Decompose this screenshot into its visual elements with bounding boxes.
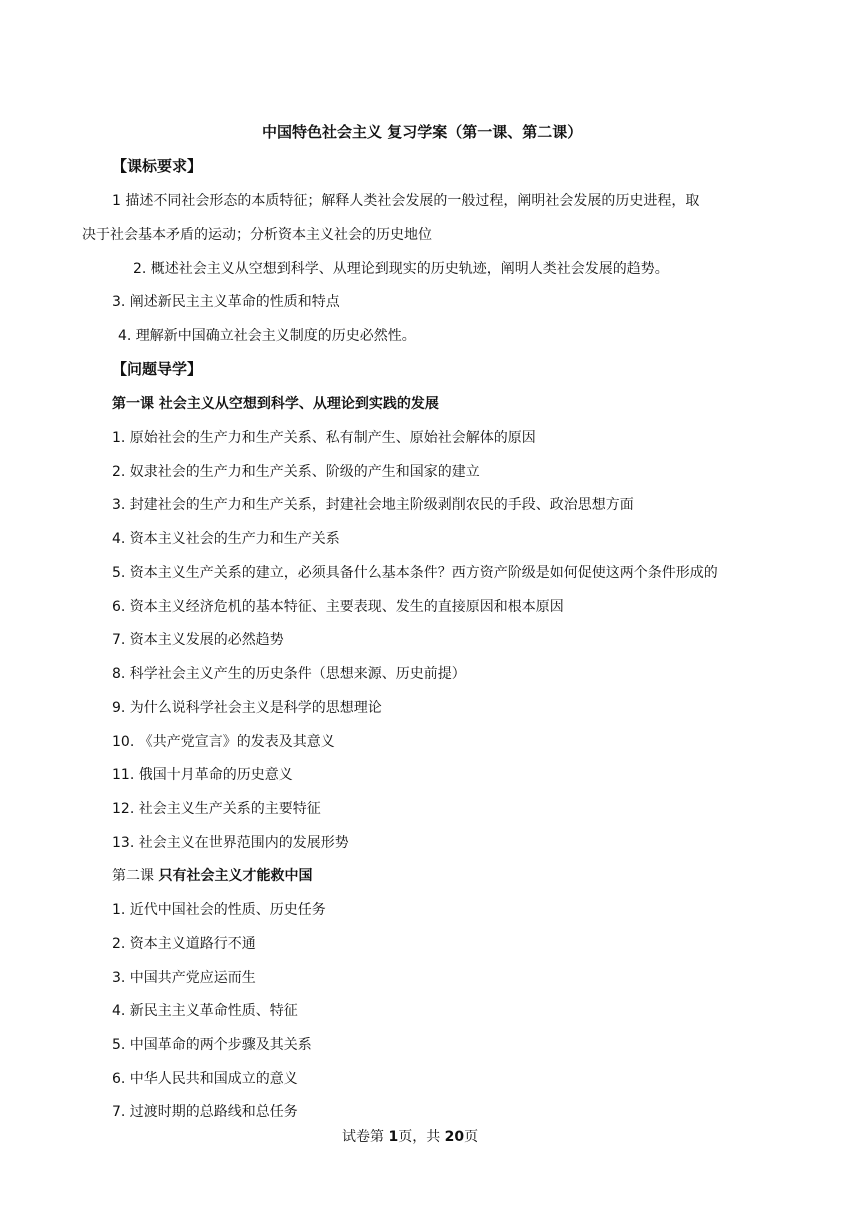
list-item: 5. 中国革命的两个步骤及其关系 — [112, 1037, 312, 1053]
page-footer — [342, 1127, 478, 1147]
page-title: 中国特色社会主义 复习学案（第一课、第二课） — [262, 123, 583, 141]
requirement-1-line-2: 决于社会基本矛盾的运动；分析资本主义社会的历史地位 — [82, 227, 432, 243]
list-item: 6. 中华人民共和国成立的意义 — [112, 1071, 298, 1087]
lesson-2-heading — [112, 866, 312, 886]
list-item: 1. 近代中国社会的性质、历史任务 — [112, 902, 326, 918]
requirement-1-line-1: 1 描述不同社会形态的本质特征；解释人类社会发展的一般过程，阐明社会发展的历史进程，取 — [112, 193, 700, 209]
lesson-2-prefix: 第二课 — [112, 868, 159, 884]
list-item: 10. 《共产党宣言》的发表及其意义 — [112, 734, 335, 750]
footer-page-number: 1 — [388, 1129, 399, 1145]
requirement-4: 4. 理解新中国确立社会主义制度的历史必然性。 — [118, 328, 416, 344]
list-item: 3. 封建社会的生产力和生产关系，封建社会地主阶级剥削农民的手段、政治思想方面 — [112, 497, 634, 513]
list-item: 7. 过渡时期的总路线和总任务 — [112, 1104, 298, 1120]
list-item: 6. 资本主义经济危机的基本特征、主要表现、发生的直接原因和根本原因 — [112, 599, 564, 615]
requirement-3: 3. 阐述新民主主义革命的性质和特点 — [112, 294, 340, 310]
list-item: 4. 新民主主义革命性质、特征 — [112, 1003, 298, 1019]
footer-prefix: 试卷第 — [342, 1129, 389, 1145]
list-item: 8. 科学社会主义产生的历史条件（思想来源、历史前提） — [112, 666, 466, 682]
list-item: 9. 为什么说科学社会主义是科学的思想理论 — [112, 700, 382, 716]
requirement-2: 2. 概述社会主义从空想到科学、从理论到现实的历史轨迹，阐明人类社会发展的趋势。 — [133, 261, 669, 277]
list-item: 3. 中国共产党应运而生 — [112, 970, 256, 986]
section-heading-guided-questions: 【问题导学】 — [112, 360, 203, 378]
lesson-1-heading: 第一课 社会主义从空想到科学、从理论到实践的发展 — [112, 396, 439, 412]
list-item: 11. 俄国十月革命的历史意义 — [112, 767, 293, 783]
footer-suffix: 页 — [464, 1129, 479, 1145]
list-item: 5. 资本主义生产关系的建立，必须具备什么基本条件？西方资产阶级是如何促使这两个条件形成的 — [112, 565, 718, 581]
list-item: 12. 社会主义生产关系的主要特征 — [112, 801, 321, 817]
section-heading-curriculum: 【课标要求】 — [112, 157, 203, 175]
list-item: 2. 奴隶社会的生产力和生产关系、阶级的产生和国家的建立 — [112, 464, 480, 480]
list-item: 13. 社会主义在世界范围内的发展形势 — [112, 835, 349, 851]
list-item: 2. 资本主义道路行不通 — [112, 936, 256, 952]
lesson-2-title: 只有社会主义才能救中国 — [158, 868, 313, 884]
list-item: 4. 资本主义社会的生产力和生产关系 — [112, 531, 340, 547]
list-item: 1. 原始社会的生产力和生产关系、私有制产生、原始社会解体的原因 — [112, 430, 536, 446]
footer-middle: 页，共 — [398, 1129, 445, 1145]
footer-total-pages: 20 — [444, 1129, 465, 1145]
list-item: 7. 资本主义发展的必然趋势 — [112, 632, 284, 648]
